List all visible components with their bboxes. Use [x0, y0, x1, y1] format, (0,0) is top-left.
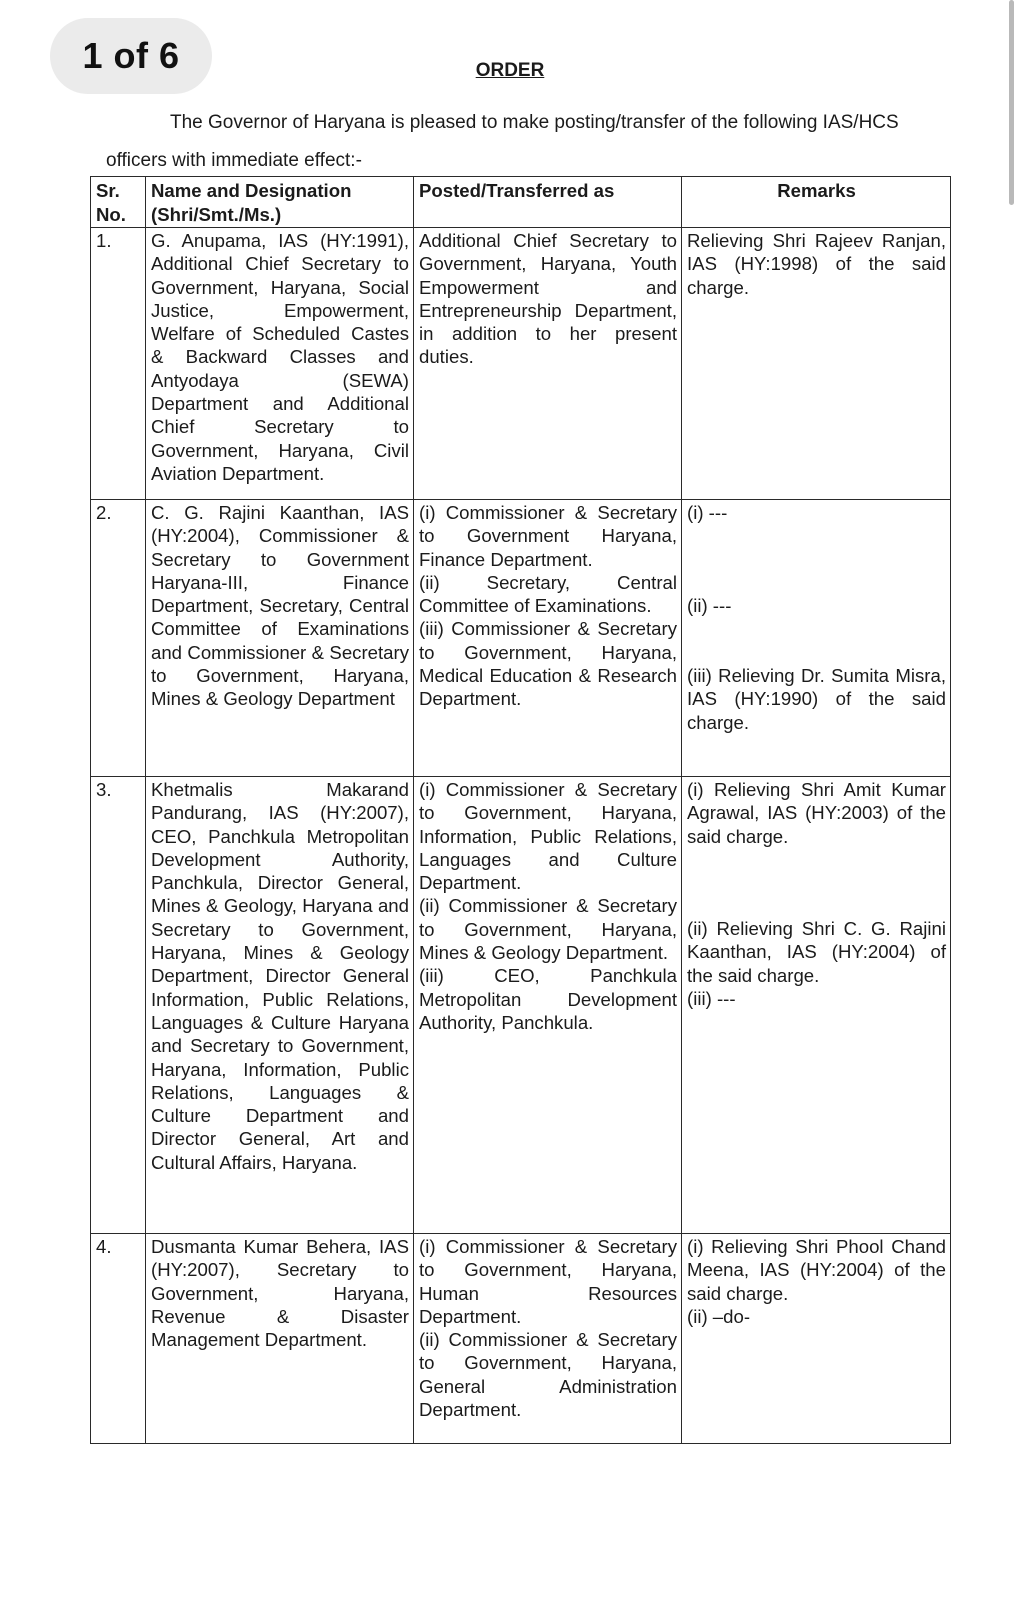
remark-item: (iii) --- — [687, 987, 736, 1009]
remark-item: (ii) Relieving Shri C. G. Rajini Kaanthan, IAS (HY:2004) of the said charge. — [687, 918, 946, 986]
intro-text: The Governor of Haryana is pleased to make posting/transfer of the following IAS/HCS officers with immediate effect:- — [106, 112, 899, 171]
posted-item: (i) Commissioner & Secretary to Government, Haryana, Information, Public Relations, Languages and Culture Department. — [419, 779, 677, 894]
header-posted: Posted/Transferred as — [414, 177, 682, 228]
remark-item: (ii) –do- — [687, 1305, 751, 1327]
row-sr: 1. — [91, 228, 146, 500]
row-remarks — [682, 500, 951, 777]
posted-item: (ii) Commissioner & Secretary to Government, Haryana, Mines & Geology Department. — [419, 895, 677, 964]
row-name: Dusmanta Kumar Behera, IAS (HY:2007), Secretary to Government, Haryana, Revenue & Disaster Management Department. — [146, 1234, 414, 1444]
row-sr: 2. — [91, 500, 146, 777]
table-row — [91, 777, 951, 1234]
posted-item: (ii) Commissioner & Secretary to Government, Haryana, General Administration Department. — [419, 1329, 677, 1421]
table-row — [91, 228, 951, 500]
table-header-row — [91, 177, 951, 228]
row-posted — [414, 228, 682, 500]
row-sr: 3. — [91, 777, 146, 1234]
page-indicator: 1 of 6 — [50, 18, 212, 94]
row-posted — [414, 777, 682, 1234]
header-sr-no: Sr. No. — [91, 177, 146, 228]
intro-paragraph — [106, 104, 906, 180]
posted-item: (iii) Commissioner & Secretary to Government, Haryana, Medical Education & Research Department. — [419, 618, 677, 710]
scrollbar[interactable] — [1009, 0, 1014, 205]
remark-item: (iii) Relieving Dr. Sumita Misra, IAS (HY:1990) of the said charge. — [687, 665, 946, 733]
posted-item: (ii) Secretary, Central Committee of Examinations. — [419, 571, 677, 617]
posted-item: Additional Chief Secretary to Government, Haryana, Youth Empowerment and Entrepreneurship Department, in addition to her present duties. — [419, 230, 677, 368]
row-name: Khetmalis Makarand Pandurang, IAS (HY:2007), CEO, Panchkula Metropolitan Development Authority, Panchkula, Director General, Mines & Geology, Haryana and Secretary to Government, Haryana, Mines & Geology Department, Director General Information, Public Relations, Languages & Culture Haryana and Secretary to Government, Haryana, Information, Public Relations, Languages & Culture Department and Director General, Art and Cultural Affairs, Haryana. — [146, 777, 414, 1234]
row-posted — [414, 500, 682, 777]
table-row — [91, 500, 951, 777]
remark-item: (ii) --- — [687, 595, 732, 616]
row-remarks — [682, 228, 951, 500]
remark-item: Relieving Shri Rajeev Ranjan, IAS (HY:1998) of the said charge. — [687, 230, 946, 298]
table-row — [91, 1234, 951, 1444]
posted-item: (iii) CEO, Panchkula Metropolitan Development Authority, Panchkula. — [419, 965, 677, 1033]
posted-item: (i) Commissioner & Secretary to Government Haryana, Finance Department. — [419, 502, 677, 570]
remark-item: (i) Relieving Shri Phool Chand Meena, IAS (HY:2004) of the said charge. — [687, 1236, 946, 1304]
row-sr: 4. — [91, 1234, 146, 1444]
row-remarks — [682, 1234, 951, 1444]
row-remarks — [682, 777, 951, 1234]
document-title: ORDER — [475, 60, 545, 81]
row-posted — [414, 1234, 682, 1444]
header-name: Name and Designation (Shri/Smt./Ms.) — [146, 177, 414, 228]
posted-item: (i) Commissioner & Secretary to Government, Haryana, Human Resources Department. — [419, 1236, 677, 1327]
remark-item: (i) Relieving Shri Amit Kumar Agrawal, IAS (HY:2003) of the said charge. — [687, 779, 946, 847]
remark-item: (i) --- — [687, 502, 728, 523]
row-name: G. Anupama, IAS (HY:1991), Additional Chief Secretary to Government, Haryana, Social Justice, Empowerment, Welfare of Scheduled Castes & Backward Classes and Antyodaya (SEWA) Department and Additional Chief Secretary to Government, Haryana, Civil Aviation Department. — [146, 228, 414, 500]
header-remarks: Remarks — [682, 177, 951, 228]
posting-table — [90, 176, 951, 1444]
row-name: C. G. Rajini Kaanthan, IAS (HY:2004), Commissioner & Secretary to Government Haryana-III, Finance Department, Secretary, Central Committee of Examinations and Commissioner & Secretary to Government, Haryana, Mines & Geology Department — [146, 500, 414, 777]
